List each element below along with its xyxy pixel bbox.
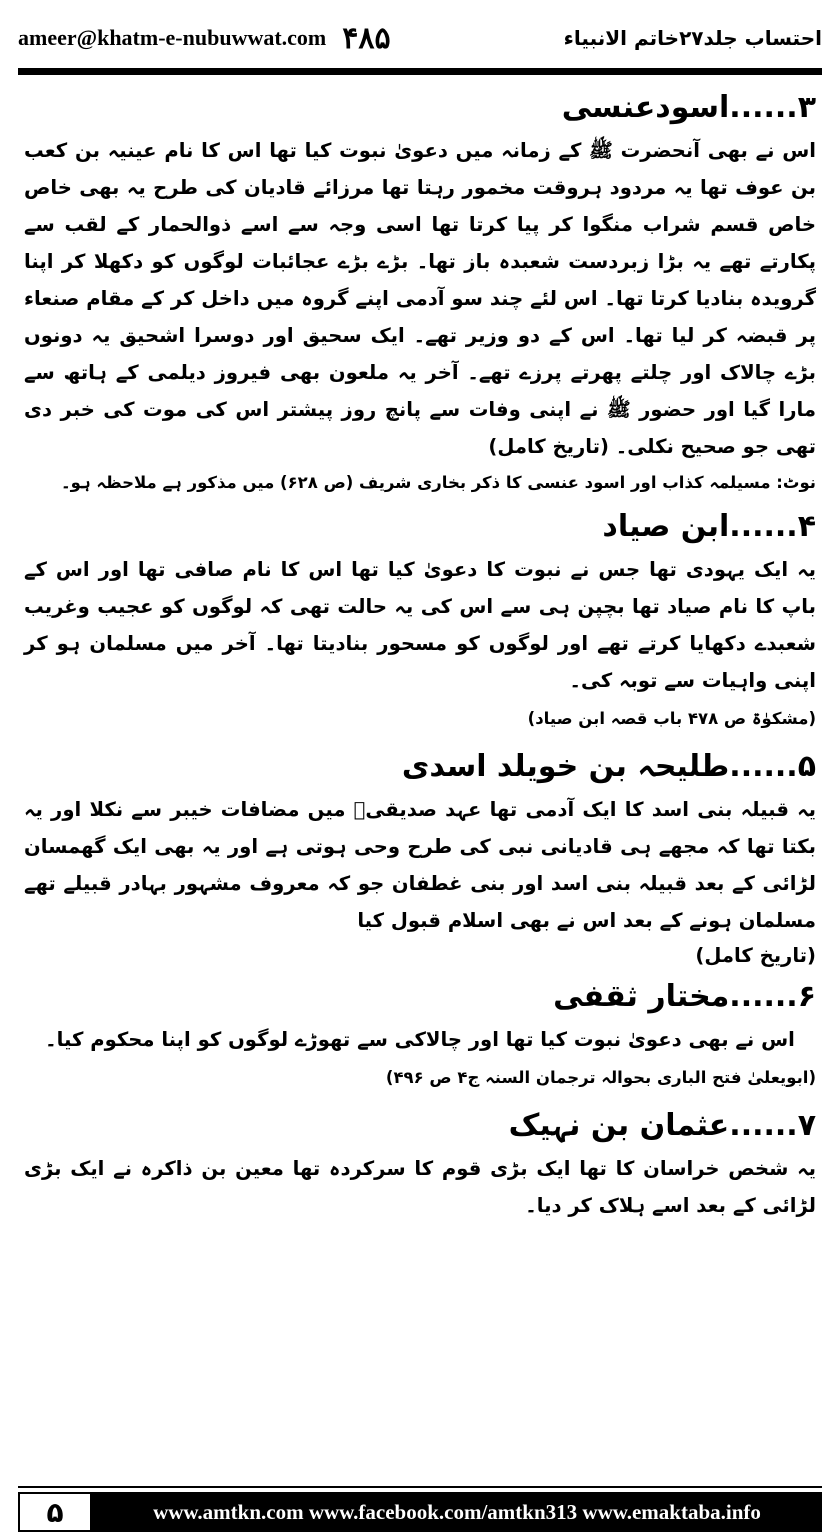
section-paragraph: یہ شخص خراسان کا تھا ایک بڑی قوم کا سرکردہ تھا معین بن ذاکرہ نے ایک بڑی لڑائی کے بعد اسے ہلاک کر دیا۔ xyxy=(24,1157,816,1217)
section-note: نوٹ: مسیلمہ کذاب اور اسود عنسی کا ذکر بخاری شریف (ص ۶۲۸) میں مذکور ہے ملاحظہ ہو۔ xyxy=(60,473,816,492)
page-content xyxy=(24,84,816,1454)
section-title: ۵......طلیحہ بن خویلد اسدی xyxy=(401,749,816,784)
header-left xyxy=(18,21,391,56)
section-paragraph: یہ قبیلہ بنی اسد کا ایک آدمی تھا عہد صدیقیؓ میں مضافات خیبر سے نکلا اور یہ بکتا تھا کہ مجھے ہی قادیانی نبی کی طرح وحی ہوتی ہے اور یہ بھی ایک گھمسان لڑائی کے بعد قبیلہ بنی اسد اور بنی غطفان جو کہ معروف مشہور بہادر قبیلے تھے مسلمان ہونے کے بعد اس نے بھی اسلام قبول کیا xyxy=(24,798,816,932)
section-title: ۴......ابن صیاد xyxy=(602,509,816,544)
section-usman-bin-nahik xyxy=(24,1102,816,1224)
section-paragraph: اس نے بھی دعویٰ نبوت کیا تھا اور چالاکی سے تھوڑے لوگوں کو اپنا محکوم کیا۔ xyxy=(45,1028,795,1051)
page-header xyxy=(18,8,822,68)
header-email[interactable]: ameer@khatm-e-nubuwwat.com xyxy=(18,25,327,50)
section-ibn-sayyad xyxy=(24,503,816,735)
section-reference: (تاریخ کامل) xyxy=(695,944,816,967)
section-tulayha xyxy=(24,743,816,973)
section-aswad-ansi xyxy=(24,84,816,499)
section-mukhtar xyxy=(24,973,816,1094)
header-rule xyxy=(18,68,822,75)
section-paragraph: اس نے بھی آنحضرت ﷺ کے زمانہ میں دعویٰ نبوت کیا تھا اس کا نام عینیہ بن کعب بن عوف تھا یہ مردود ہروقت مخمور رہتا تھا مرزائے قادیان کی طرح یہ بھی خاص خاص قسم شراب منگوا کر پیا کرتا تھا اسی وجہ سے اسے ذوالحمار کے لقب سے پکارتے تھے یہ بڑا زبردست شعبدہ باز تھا۔ بڑے بڑے عجائبات لوگوں کو دکھلا کر اپنا گرویدہ بنادیا کرتا تھا۔ اس لئے چند سو آدمی اپنے گروہ میں داخل کر کے مقام صنعاء پر قبضہ کر لیا تھا۔ اس کے دو وزیر تھے۔ ایک سحیق اور دوسرا اشحیق یہ دونوں بڑے چالاک اور چلتے پھرتے پرزے تھے۔ آخر یہ ملعون بھی فیروز دیلمی کے ہاتھ سے مارا گیا اور حضور ﷺ نے اپنی وفات سے پانچ روز پیشتر اس کی موت کی خبر دی تھی جو صحیح نکلی۔ (تاریخ کامل) xyxy=(24,139,816,458)
section-title: ۶......مختار ثقفی xyxy=(553,979,816,1014)
footer-rule xyxy=(18,1486,822,1488)
section-reference: (مشکوٰۃ ص ۴۷۸ باب قصہ ابن صیاد) xyxy=(527,709,816,728)
footer-links[interactable]: www.amtkn.com www.facebook.com/amtkn313 www.emaktaba.info xyxy=(92,1492,822,1532)
header-page-number: ۴۸۵ xyxy=(342,20,391,56)
header-book-title: احتساب جلد۲۷خاتم الانبیاء xyxy=(563,26,822,50)
footer-page-number: ۵ xyxy=(18,1492,92,1532)
section-reference: (ابویعلیٰ فتح الباری بحوالہ ترجمان السنہ ج۴ ص ۴۹۶) xyxy=(385,1068,816,1087)
section-title: ۳......اسودعنسی xyxy=(561,90,816,125)
section-title: ۷......عثمان بن نہیک xyxy=(508,1108,816,1143)
section-paragraph: یہ ایک یہودی تھا جس نے نبوت کا دعویٰ کیا تھا اس کا نام صافی تھا اور اس کے باپ کا نام صیاد تھا بچپن ہی سے اس کی یہ حالت تھی کہ لوگوں کو عجیب وغریب شعبدے دکھایا کرتے تھے اور لوگوں کو مسحور بنادیتا تھا۔ آخر میں مسلمان ہو کر اپنی واہیات سے توبہ کی۔ xyxy=(24,558,816,692)
page-footer xyxy=(18,1492,822,1532)
